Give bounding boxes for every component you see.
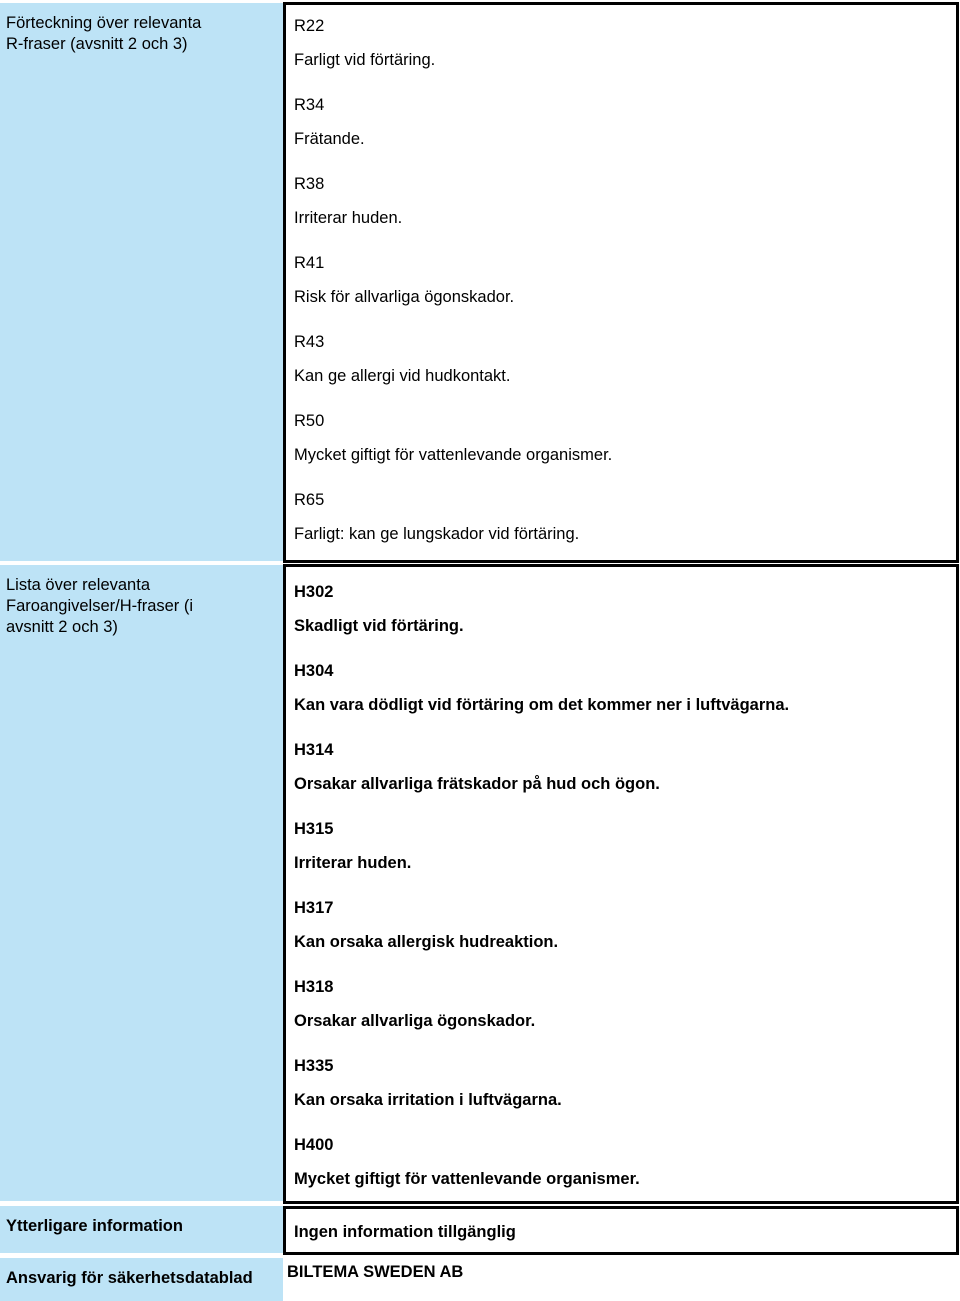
- r_phrases-text: Risk för allvarliga ögonskador.: [294, 288, 515, 306]
- h-phrases-list: [283, 564, 959, 1204]
- r-phrases-label-line2: R-fraser (avsnitt 2 och 3): [6, 35, 188, 53]
- additional-info-label-text: Ytterligare information: [6, 1217, 183, 1235]
- h_phrases-code: H335: [294, 1057, 334, 1075]
- h_phrases-text: Kan orsaka allergisk hudreaktion.: [294, 933, 559, 951]
- r_phrases-text: Farligt vid förtäring.: [294, 51, 436, 69]
- r_phrases-text: Frätande.: [294, 130, 365, 148]
- r-phrases-list: [283, 2, 959, 563]
- h_phrases-text: Kan vara dödligt vid förtäring om det kommer ner i luftvägarna.: [294, 696, 790, 714]
- r_phrases-code: R41: [294, 254, 325, 272]
- h_phrases-text: Mycket giftigt för vattenlevande organismer.: [294, 1170, 640, 1188]
- r_phrases-text: Farligt: kan ge lungskador vid förtäring.: [294, 525, 580, 543]
- r-phrases-label: [0, 3, 283, 561]
- r_phrases-code: R22: [294, 17, 325, 35]
- h_phrases-code: H400: [294, 1136, 334, 1154]
- h_phrases-code: H318: [294, 978, 334, 996]
- r_phrases-code: R34: [294, 96, 325, 114]
- r-phrases-label-line1: Förteckning över relevanta: [6, 14, 202, 32]
- responsible-label-text: Ansvarig för säkerhetsdatablad: [6, 1269, 253, 1287]
- r_phrases-code: R50: [294, 412, 325, 430]
- r_phrases-text: Irriterar huden.: [294, 209, 403, 227]
- h-phrases-label: [0, 565, 283, 1201]
- h-phrases-label-line2: Faroangivelser/H-fraser (i: [6, 597, 194, 615]
- h_phrases-text: Orsakar allvarliga ögonskador.: [294, 1012, 536, 1030]
- h_phrases-code: H317: [294, 899, 334, 917]
- additional-info-value-text: Ingen information tillgänglig: [294, 1223, 516, 1241]
- h_phrases-code: H304: [294, 662, 334, 680]
- r_phrases-code: R38: [294, 175, 325, 193]
- h_phrases-code: H302: [294, 583, 334, 601]
- r_phrases-code: R43: [294, 333, 325, 351]
- h-phrases-label-line3: avsnitt 2 och 3): [6, 618, 118, 636]
- r_phrases-text: Mycket giftigt för vattenlevande organismer.: [294, 446, 613, 464]
- h_phrases-code: H314: [294, 741, 334, 759]
- h_phrases-code: H315: [294, 820, 334, 838]
- additional-info-value: [283, 1206, 959, 1255]
- h_phrases-text: Kan orsaka irritation i luftvägarna.: [294, 1091, 562, 1109]
- h-phrases-label-line1: Lista över relevanta: [6, 576, 150, 594]
- responsible-value: BILTEMA SWEDEN AB: [287, 1263, 464, 1281]
- h_phrases-text: Orsakar allvarliga frätskador på hud och ögon.: [294, 775, 660, 793]
- r_phrases-text: Kan ge allergi vid hudkontakt.: [294, 367, 511, 385]
- responsible-label: [0, 1258, 283, 1301]
- r_phrases-code: R65: [294, 491, 325, 509]
- h_phrases-text: Irriterar huden.: [294, 854, 412, 872]
- h_phrases-text: Skadligt vid förtäring.: [294, 617, 464, 635]
- additional-info-label: [0, 1206, 283, 1253]
